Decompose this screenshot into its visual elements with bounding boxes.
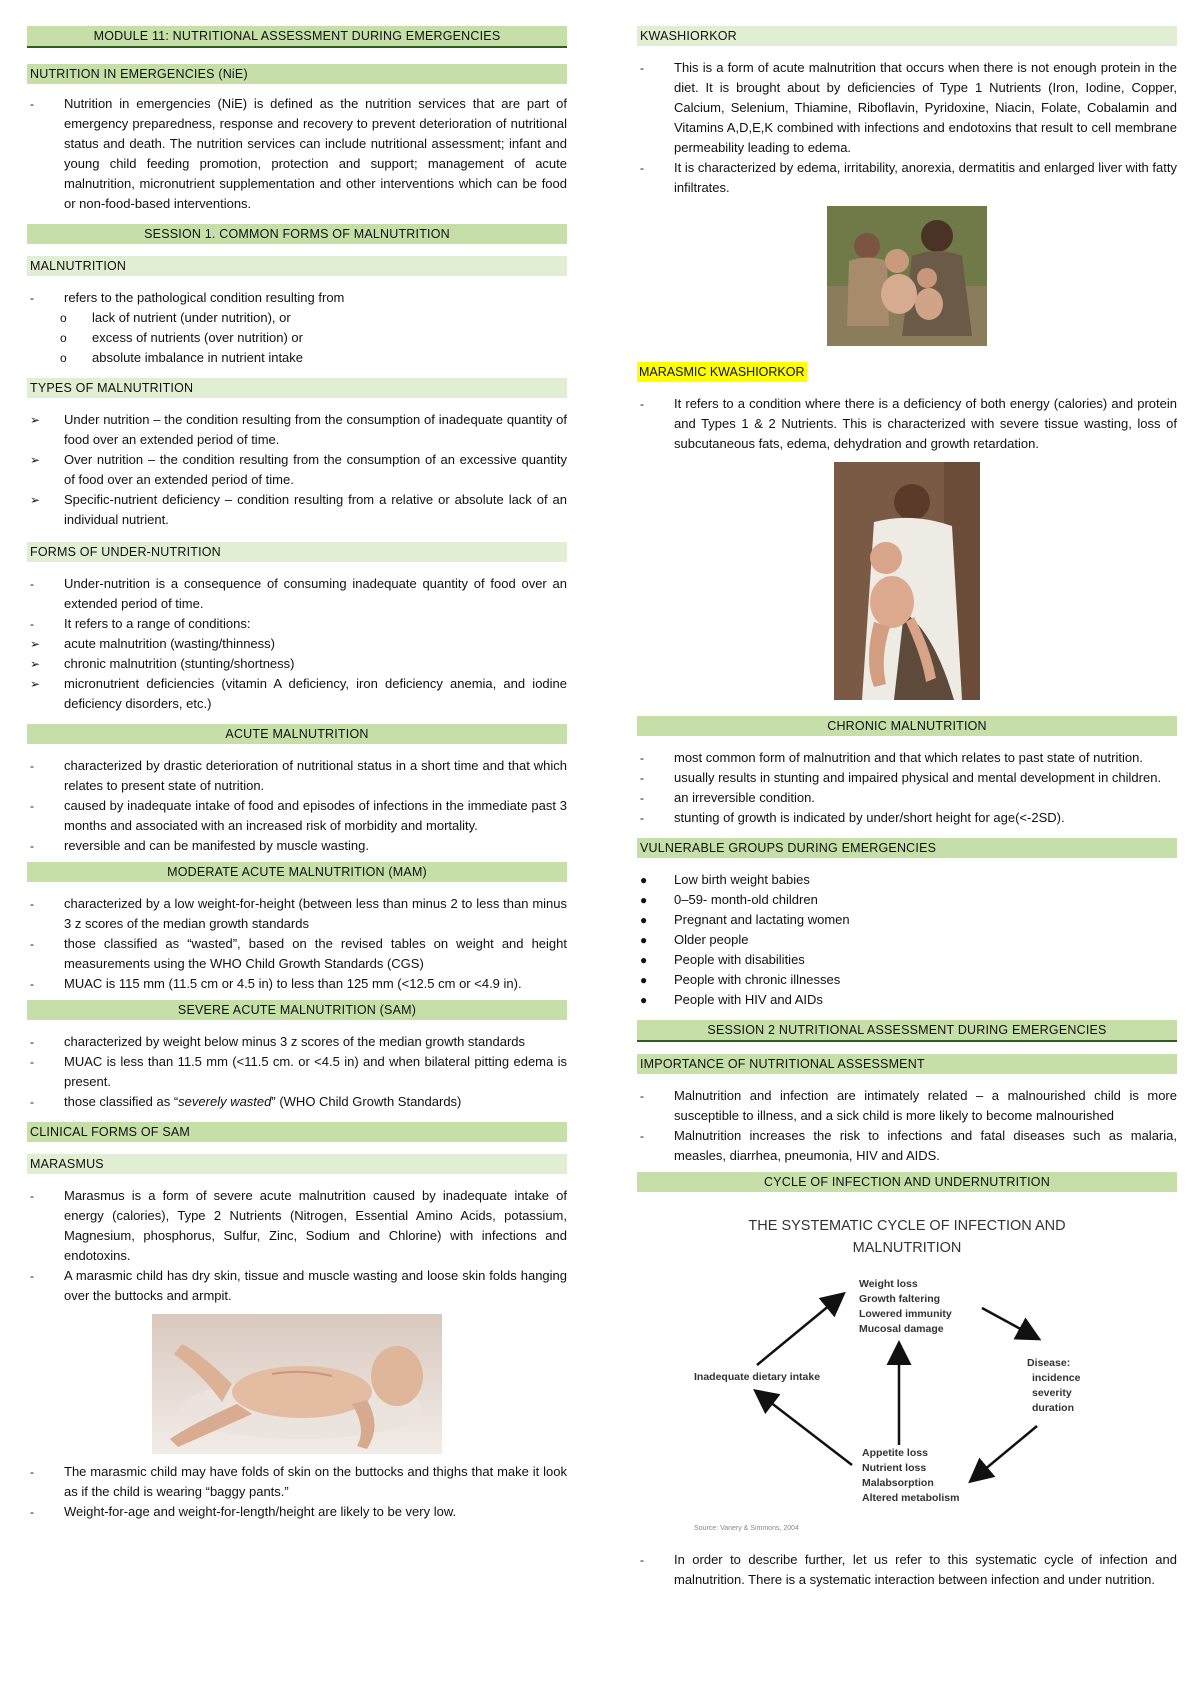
heading-chronic: CHRONIC MALNUTRITION xyxy=(637,716,1177,736)
importance-list xyxy=(637,1086,1177,1166)
list-item: - those classified as “wasted”, based on the revised tables on weight and height measurements using the WHO Child Growth Standards (CGS) xyxy=(30,936,567,971)
list-item: ➢ Over nutrition – the condition resulting from the consumption of an excessive quantity of food over an extended period of time. xyxy=(30,452,567,487)
heading-kwashiorkor: KWASHIORKOR xyxy=(637,26,1177,46)
list-item: - Weight-for-age and weight-for-length/height are likely to be very low. xyxy=(30,1504,457,1519)
list-item: - It refers to a range of conditions: xyxy=(30,616,251,631)
mam-list xyxy=(27,894,567,994)
list-item: - characterized by weight below minus 3 z scores of the median growth standards xyxy=(30,1034,526,1049)
list-item: - Under-nutrition is a consequence of consuming inadequate quantity of food over an extended period of time. xyxy=(30,576,567,611)
list-item: o excess of nutrients (over nutrition) or xyxy=(60,330,303,345)
forms-list xyxy=(27,574,567,714)
list-item: - Marasmus is a form of severe acute malnutrition caused by inadequate intake of energy (calories), Type 2 Nutrients (Nitrogen, Essential Amino Acids, potassium, Magnesium, phosphorus, Sulfur, Zinc, Sodium and Chlorine) with infections and endotoxins. xyxy=(30,1188,567,1263)
list-item: o absolute imbalance in nutrient intake xyxy=(60,350,304,365)
list-item: o lack of nutrient (under nutrition), or xyxy=(60,310,291,325)
marasmus-after-list xyxy=(27,1462,567,1522)
infection-malnutrition-cycle-diagram xyxy=(637,1200,1177,1540)
diagram-arrow xyxy=(757,1295,842,1365)
session-1-heading: SESSION 1. COMMON FORMS OF MALNUTRITION xyxy=(27,224,567,244)
heading-cycle: CYCLE OF INFECTION AND UNDERNUTRITION xyxy=(637,1172,1177,1192)
diagram-bottom-line: Nutrient loss xyxy=(862,1462,927,1474)
acute-list xyxy=(27,756,567,856)
list-item: ● People with disabilities xyxy=(640,952,805,967)
list-item: - caused by inadequate intake of food and episodes of infections in the immediate past 3 months and associated with an increased risk of morbidity and mortality. xyxy=(30,798,567,833)
list-item: - Malnutrition increases the risk to infections and fatal diseases such as malaria, measles, diarrhea, pneumonia, HIV and AIDS. xyxy=(640,1128,1177,1163)
list-item: - reversible and can be manifested by muscle wasting. xyxy=(30,838,369,853)
session-2-heading: SESSION 2 NUTRITIONAL ASSESSMENT DURING EMERGENCIES xyxy=(637,1020,1177,1042)
list-item: ● Older people xyxy=(640,932,749,947)
heading-importance: IMPORTANCE OF NUTRITIONAL ASSESSMENT xyxy=(637,1054,1177,1074)
list-item: - refers to the pathological condition resulting from xyxy=(30,290,345,305)
list-item: - an irreversible condition. xyxy=(640,790,815,805)
list-item: - MUAC is less than 11.5 mm (<11.5 cm. or <4.5 in) and when bilateral pitting edema is present. xyxy=(30,1054,567,1089)
diagram-bottom-line: Malabsorption xyxy=(862,1477,934,1489)
diagram-right-line: duration xyxy=(1032,1402,1074,1414)
list-item: ➢ Under nutrition – the condition resulting from the consumption of inadequate quantity of food over an extended period of time. xyxy=(30,412,567,447)
heading-sam: SEVERE ACUTE MALNUTRITION (SAM) xyxy=(27,1000,567,1020)
diagram-top-line: Weight loss xyxy=(859,1278,918,1290)
diagram-arrow xyxy=(757,1392,852,1465)
list-item: - It refers to a condition where there is a deficiency of both energy (calories) and protein and Types 1 & 2 Nutrients. This is characterized with severe tissue wasting, loss of subcutaneous fats, edema, dehydration and growth retardation. xyxy=(640,396,1177,451)
list-item: - Nutrition in emergencies (NiE) is defined as the nutrition services that are part of emergency preparedness, response and recovery to prevent deterioration of nutritional status and death. The nutrition services can include nutritional assessment; infant and young child feeding promotion, protection and support; management of acute malnutrition, micronutrient supplementation and other interventions which can be food or non-food-based interventions. xyxy=(30,96,567,211)
nie-list xyxy=(27,94,567,214)
list-item: - usually results in stunting and impaired physical and mental development in children. xyxy=(640,770,1162,785)
list-item: ➢ micronutrient deficiencies (vitamin A deficiency, iron deficiency anemia, and iodine deficiency disorders, etc.) xyxy=(30,676,567,711)
diagram-top-node xyxy=(859,1278,952,1335)
heading-marasmic-kwashiorkor: MARASMIC KWASHIORKOR xyxy=(637,362,1177,382)
diagram-title-line2: MALNUTRITION xyxy=(852,1240,962,1256)
chronic-list xyxy=(637,748,1177,828)
list-item: - MUAC is 115 mm (11.5 cm or 4.5 in) to less than 125 mm (<12.5 cm or <4.9 in). xyxy=(30,976,522,991)
heading-types: TYPES OF MALNUTRITION xyxy=(27,378,567,398)
diagram-source: Source: Vanery & Simmons, 2004 xyxy=(694,1525,799,1532)
list-item: - stunting of growth is indicated by under/short height for age(<-2SD). xyxy=(640,810,1065,825)
list-item: - A marasmic child has dry skin, tissue and muscle wasting and loose skin folds hanging over the buttocks and armpit. xyxy=(30,1268,567,1303)
heading-forms: FORMS OF UNDER-NUTRITION xyxy=(27,542,567,562)
list-item: ● 0–59- month-old children xyxy=(640,892,818,907)
diagram-right-line: incidence xyxy=(1032,1372,1081,1384)
list-item: - This is a form of acute malnutrition that occurs when there is not enough protein in the diet. It is brought about by deficiencies of Type 1 Nutrients (Iron, Iodine, Copper, Calcium, Selenium, Thiamine, Riboflavin, Pyridoxine, Niacin, Folate, Cobalamin and Vitamins A,D,E,K combined with infections and endotoxins that result to cell membrane permeability leading to edema. xyxy=(640,60,1177,155)
sam-list xyxy=(27,1032,567,1112)
diagram-top-line: Mucosal damage xyxy=(859,1323,944,1335)
marasmic-kwashiorkor-list xyxy=(637,394,1177,454)
kwashiorkor-photo xyxy=(827,206,987,346)
list-item: ➢ acute malnutrition (wasting/thinness) xyxy=(30,636,275,651)
heading-malnutrition: MALNUTRITION xyxy=(27,256,567,276)
vulnerable-list xyxy=(637,870,1177,1010)
marasmus-child-photo xyxy=(152,1314,442,1454)
list-item: - It is characterized by edema, irritability, anorexia, dermatitis and enlarged liver with fatty infiltrates. xyxy=(640,160,1177,195)
diagram-right-line: severity xyxy=(1032,1387,1072,1399)
list-item: ➢ Specific-nutrient deficiency – condition resulting from a relative or absolute lack of an individual nutrient. xyxy=(30,492,567,527)
left-column xyxy=(27,26,567,1522)
diagram-bottom-node xyxy=(862,1447,959,1504)
list-item: - those classified as “severely wasted” (WHO Child Growth Standards) xyxy=(30,1094,462,1109)
diagram-arrow xyxy=(982,1308,1037,1338)
list-item: ● Low birth weight babies xyxy=(640,872,810,887)
diagram-arrow xyxy=(972,1426,1037,1480)
list-item: - characterized by drastic deterioration of nutritional status in a short time and that which relates to present state of nutrition. xyxy=(30,758,567,793)
malnutrition-list xyxy=(27,288,567,368)
list-item: - Malnutrition and infection are intimately related – a malnourished child is more susceptible to illness, and a sick child is more likely to become malnourished xyxy=(640,1088,1177,1123)
list-item: ➢ chronic malnutrition (stunting/shortness) xyxy=(30,656,295,671)
diagram-top-line: Growth faltering xyxy=(859,1293,941,1305)
heading-mam: MODERATE ACUTE MALNUTRITION (MAM) xyxy=(27,862,567,882)
right-column xyxy=(637,26,1177,1590)
diagram-bottom-line: Appetite loss xyxy=(862,1447,928,1459)
list-item: ● People with chronic illnesses xyxy=(640,972,841,987)
marasmic-kwashiorkor-photo xyxy=(834,462,980,700)
diagram-left-node: Inadequate dietary intake xyxy=(694,1371,821,1383)
diagram-right-line: Disease: xyxy=(1027,1357,1071,1369)
heading-marasmus: MARASMUS xyxy=(27,1154,567,1174)
heading-clinical: CLINICAL FORMS OF SAM xyxy=(27,1122,567,1142)
list-item: - The marasmic child may have folds of skin on the buttocks and thighs that make it look as if the child is wearing “baggy pants.” xyxy=(30,1464,567,1499)
marasmus-list xyxy=(27,1186,567,1306)
list-item: - most common form of malnutrition and that which relates to past state of nutrition. xyxy=(640,750,1143,765)
diagram-title-line1: THE SYSTEMATIC CYCLE OF INFECTION AND xyxy=(748,1218,1066,1234)
types-list xyxy=(27,410,567,530)
list-item: ● Pregnant and lactating women xyxy=(640,912,850,927)
list-item: - characterized by a low weight-for-height (between less than minus 2 to less than minus 3 z scores of the median growth standards xyxy=(30,896,567,931)
list-item: ● People with HIV and AIDs xyxy=(640,992,823,1007)
diagram-bottom-line: Altered metabolism xyxy=(862,1492,960,1504)
module-title: MODULE 11: NUTRITIONAL ASSESSMENT DURING EMERGENCIES xyxy=(27,26,567,48)
final-list xyxy=(637,1550,1177,1590)
heading-vulnerable: VULNERABLE GROUPS DURING EMERGENCIES xyxy=(637,838,1177,858)
heading-acute: ACUTE MALNUTRITION xyxy=(27,724,567,744)
heading-nie: NUTRITION IN EMERGENCIES (NiE) xyxy=(27,64,567,84)
diagram-right-node xyxy=(1027,1357,1081,1414)
diagram-top-line: Lowered immunity xyxy=(859,1308,952,1320)
kwashiorkor-list xyxy=(637,58,1177,198)
list-item: - In order to describe further, let us refer to this systematic cycle of infection and malnutrition. There is a systematic interaction between infection and under nutrition. xyxy=(640,1552,1177,1587)
